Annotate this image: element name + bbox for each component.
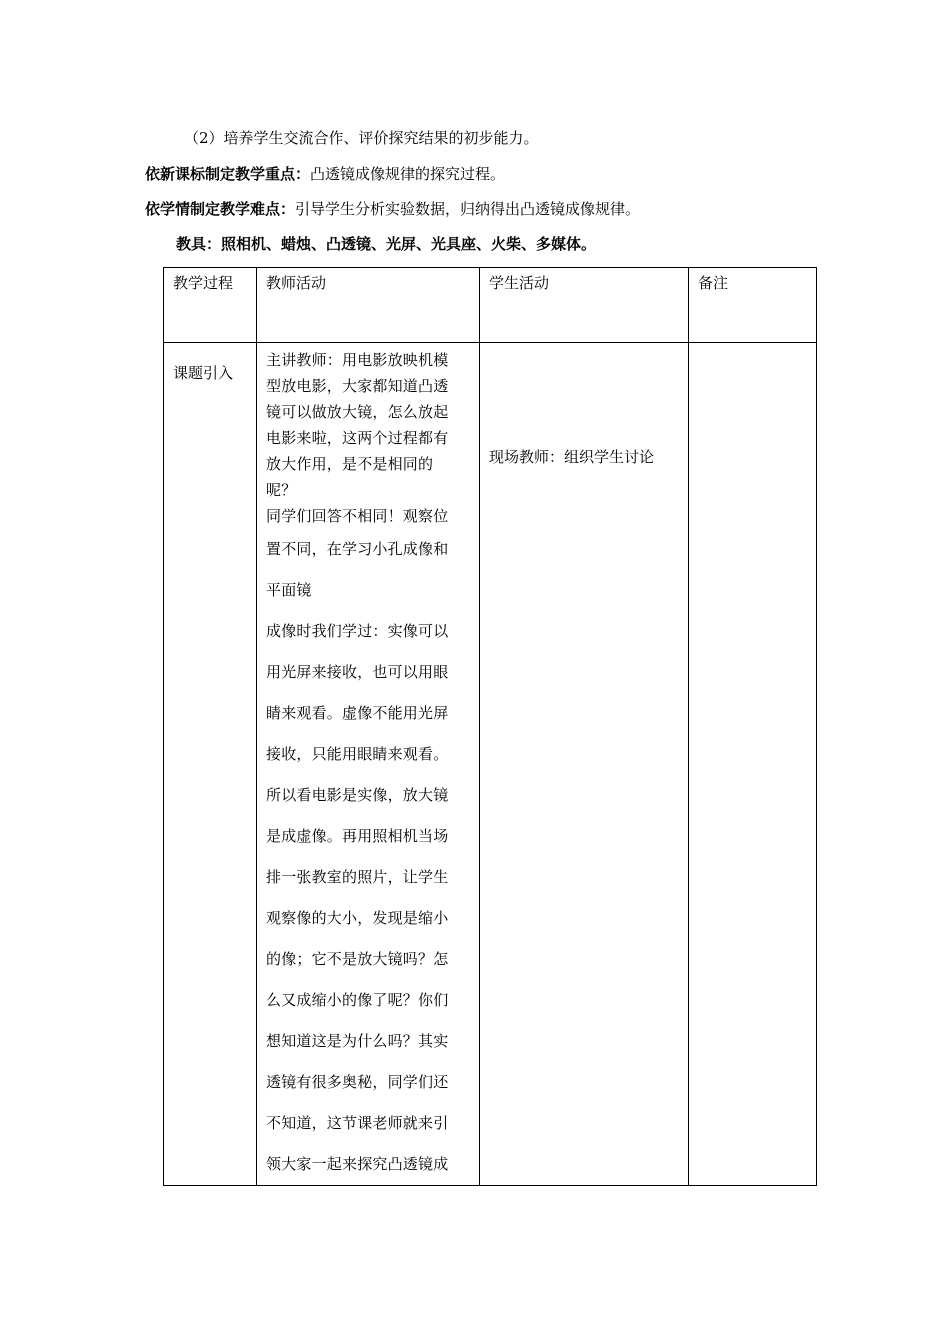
teacher-line: 主讲教师：用电影放映机模 <box>266 351 449 369</box>
teacher-line: 呢？ <box>266 481 297 499</box>
teacher-line: 型放电影，大家都知道凸透 <box>266 377 449 395</box>
teacher-line: 的像；它不是放大镜吗？怎 <box>266 950 449 968</box>
teacher-line: 观察像的大小，发现是缩小 <box>266 909 449 927</box>
table-header-row <box>164 268 817 343</box>
header-notes: 备注 <box>698 274 729 292</box>
teacher-line: 所以看电影是实像，放大镜 <box>266 786 449 804</box>
objective-line: （2）培养学生交流合作、评价探究结果的初步能力。 <box>184 129 539 147</box>
teacher-line: 不知道，这节课老师就来引 <box>266 1114 449 1132</box>
table-row <box>164 343 817 1186</box>
difficulty-label: 依学情制定教学难点： <box>145 200 296 218</box>
teacher-line: 睛来观看。虚像不能用光屏 <box>266 704 449 722</box>
teacher-line: 排一张教室的照片，让学生 <box>266 868 449 886</box>
header-process: 教学过程 <box>173 274 234 292</box>
teacher-line: 接收，只能用眼睛来观看。 <box>266 745 449 763</box>
teaching-focus <box>145 164 505 184</box>
header-teacher-activity: 教师活动 <box>266 274 327 292</box>
teacher-line: 是成虚像。再用照相机当场 <box>266 827 449 845</box>
focus-text: 凸透镜成像规律的探究过程。 <box>310 165 506 183</box>
teacher-line: 同学们回答不相同！观察位 <box>266 507 449 525</box>
teacher-line: 电影来啦，这两个过程都有 <box>266 429 449 447</box>
teacher-line: 么又成缩小的像了呢？你们 <box>266 991 449 1009</box>
teacher-line: 想知道这是为什么吗？其实 <box>266 1032 449 1050</box>
teacher-line: 透镜有很多奥秘，同学们还 <box>266 1073 449 1091</box>
student-activity-cell: 现场教师：组织学生讨论 <box>489 448 655 466</box>
difficulty-text: 引导学生分析实验数据，归纳得出凸透镜成像规律。 <box>295 200 641 218</box>
teacher-line: 放大作用，是不是相同的 <box>266 455 434 473</box>
teaching-difficulty <box>145 199 640 219</box>
teacher-line: 镜可以做放大镜，怎么放起 <box>266 403 449 421</box>
teacher-line: 成像时我们学过：实像可以 <box>266 622 449 640</box>
focus-label: 依新课标制定教学重点： <box>145 165 311 183</box>
teacher-line: 平面镜 <box>266 581 312 599</box>
lesson-plan-table <box>163 267 817 1186</box>
teaching-tools: 教具：照相机、蜡烛、凸透镜、光屏、光具座、火柴、多媒体。 <box>176 235 597 253</box>
teacher-line: 领大家一起来探究凸透镜成 <box>266 1155 449 1173</box>
header-student-activity: 学生活动 <box>489 274 550 292</box>
teacher-line: 用光屏来接收，也可以用眼 <box>266 663 449 681</box>
teacher-activity-cell <box>257 343 479 1185</box>
stage-cell: 课题引入 <box>173 364 234 382</box>
teacher-line: 置不同，在学习小孔成像和 <box>266 540 449 558</box>
